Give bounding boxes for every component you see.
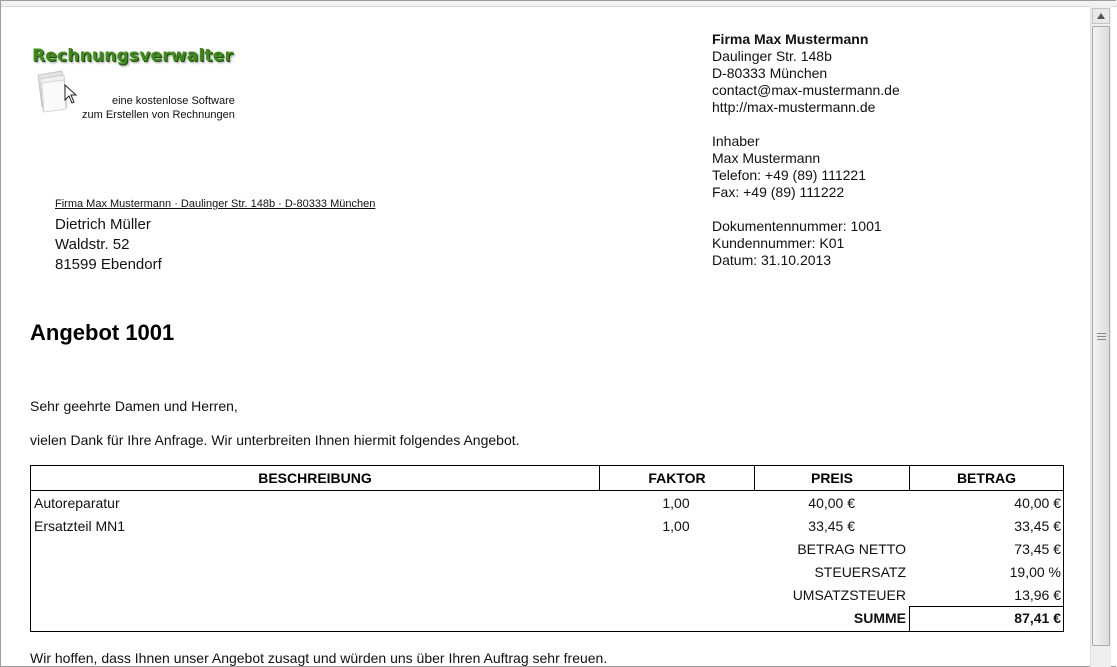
header-factor: FAKTOR (600, 466, 755, 491)
recipient-city: 81599 Ebendorf (55, 256, 162, 273)
row1-factor: 1,00 (662, 495, 690, 511)
sender-web: http://max-mustermann.de (712, 99, 876, 115)
sender-street: Daulinger Str. 148b (712, 48, 832, 64)
vat-label: UMSATZSTEUER (792, 587, 906, 603)
owner-label: Inhaber (712, 133, 760, 149)
intro-text: vielen Dank für Ihre Anfrage. Wir unterbreiten Ihnen hiermit folgendes Angebot. (30, 432, 520, 448)
logo-subtitle-line2: zum Erstellen von Rechnungen (82, 109, 235, 121)
recipient-street: Waldstr. 52 (55, 236, 130, 253)
arrow-up-icon (1097, 13, 1105, 19)
recipient-name: Dietrich Müller (55, 216, 151, 233)
header-description: BESCHREIBUNG (31, 466, 600, 491)
row1-amount: 40,00 € (1014, 495, 1061, 511)
scroll-up-button[interactable] (1092, 8, 1110, 24)
vertical-scrollbar[interactable] (1090, 6, 1111, 667)
mouse-cursor-icon (64, 84, 78, 104)
sender-email: contact@max-mustermann.de (712, 82, 900, 98)
sum-value: 87,41 € (1014, 610, 1061, 626)
company-logo (30, 44, 240, 130)
document-title: Angebot 1001 (30, 320, 175, 345)
customer-number: Kundennummer: K01 (712, 235, 845, 251)
sender-phone: Telefon: +49 (89) 111221 (712, 167, 866, 183)
grip-line-icon (1097, 333, 1106, 334)
grip-line-icon (1097, 336, 1106, 337)
tax-rate-label: STEUERSATZ (814, 564, 906, 580)
sender-fax: Fax: +49 (89) 111222 (712, 184, 845, 200)
row2-price: 33,45 € (808, 518, 855, 534)
logo-subtitle-line1: eine kostenlose Software (111, 95, 235, 107)
sender-city: D-80333 München (712, 65, 828, 81)
recipient-address (55, 215, 162, 275)
return-address-line: Firma Max Mustermann · Daulinger Str. 148b · D-80333 München (55, 198, 376, 210)
header-price: PREIS (755, 466, 910, 491)
document-date: Datum: 31.10.2013 (712, 252, 832, 268)
owner-name: Max Mustermann (712, 150, 821, 166)
row2-description: Ersatzteil MN1 (34, 518, 126, 534)
sender-block (712, 31, 900, 269)
closing-text: Wir hoffen, dass Ihnen unser Angebot zusagt und würden uns über Ihren Auftrag sehr freuen. (30, 650, 608, 666)
sum-label: SUMME (853, 610, 906, 626)
logo-title: Rechnungsverwalter (32, 46, 234, 66)
scroll-thumb[interactable] (1092, 26, 1110, 646)
row1-description: Autoreparatur (34, 495, 120, 511)
items-table (30, 465, 1064, 632)
sender-company: Firma Max Mustermann (712, 31, 869, 47)
tax-rate-value: 19,00 % (1009, 564, 1061, 580)
row1-price: 40,00 € (808, 495, 855, 511)
grip-line-icon (1097, 339, 1106, 340)
row2-amount: 33,45 € (1014, 518, 1061, 534)
vat-value: 13,96 € (1014, 587, 1061, 603)
logo-subtitle (82, 94, 235, 122)
salutation: Sehr geehrte Damen und Herren, (30, 398, 238, 414)
netto-value: 73,45 € (1014, 541, 1061, 557)
row2-factor: 1,00 (662, 518, 690, 534)
header-amount: BETRAG (910, 466, 1063, 491)
netto-label: BETRAG NETTO (797, 541, 906, 557)
document-number: Dokumentennummer: 1001 (712, 218, 882, 234)
